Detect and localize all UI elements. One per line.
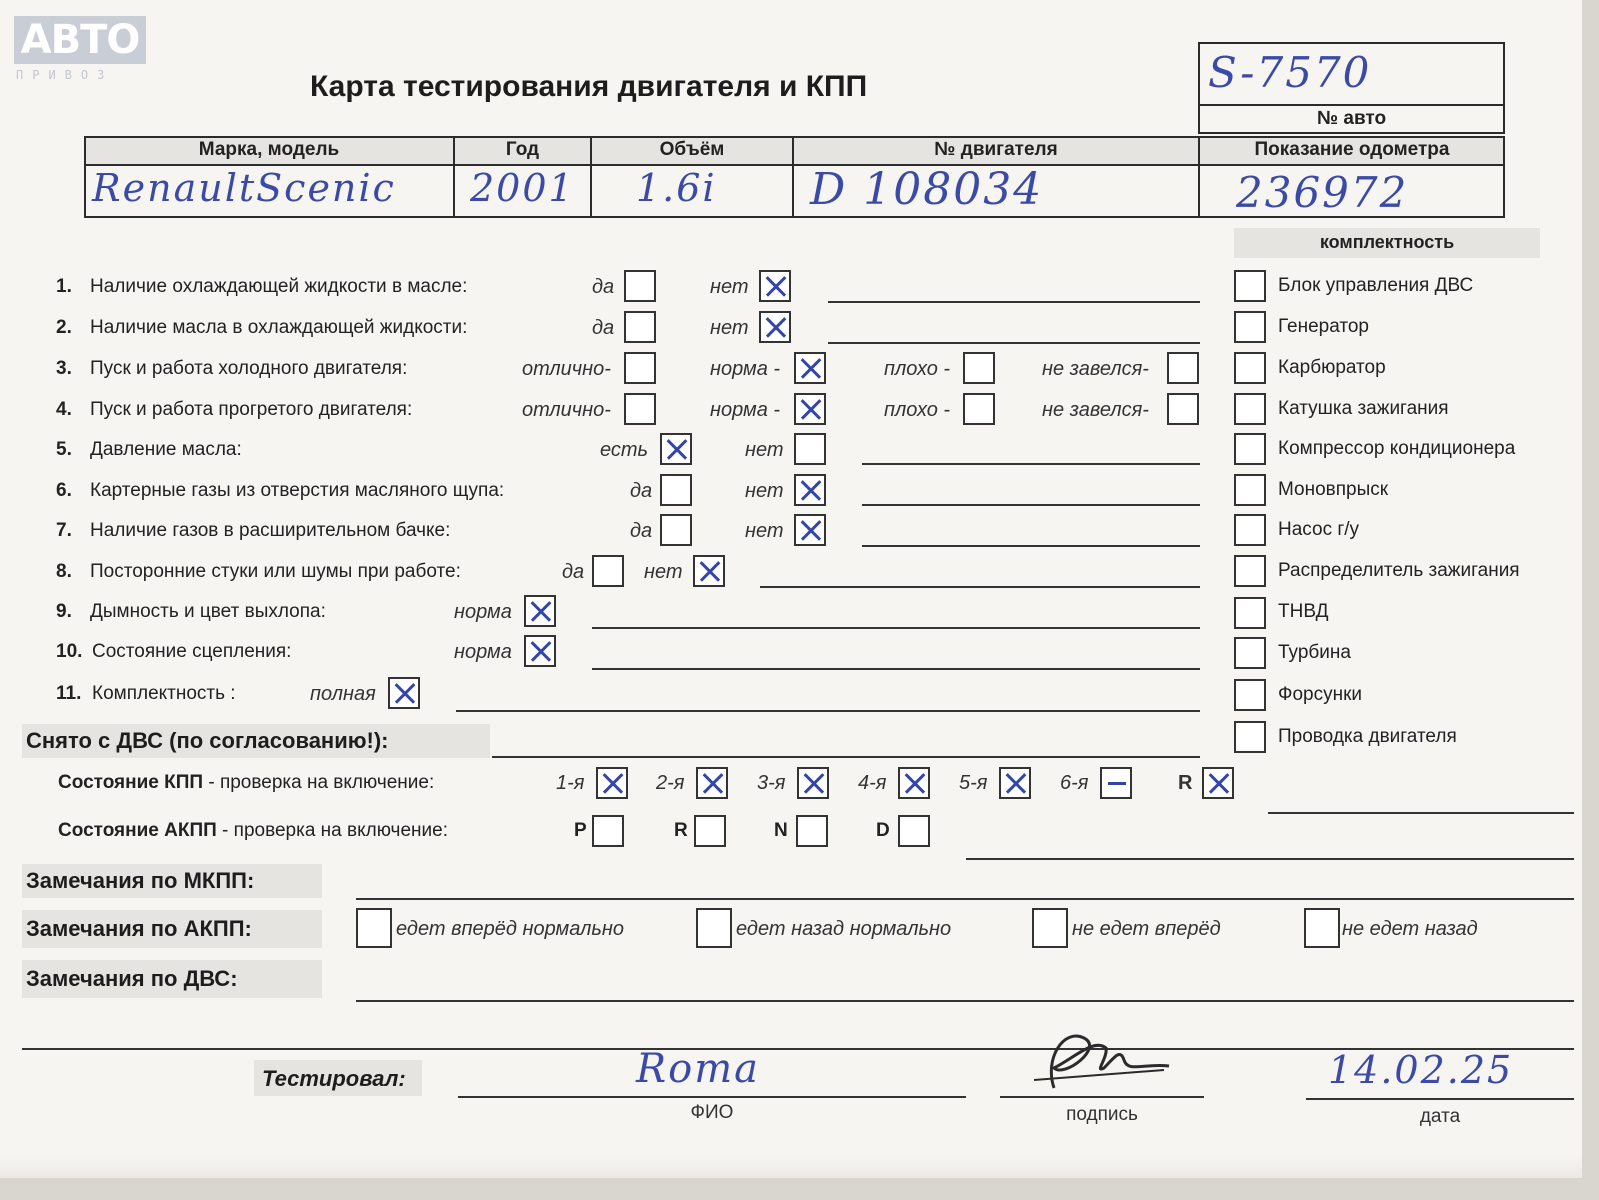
item-label: Наличие охлаждающей жидкости в масле:: [90, 276, 468, 297]
completeness-checkbox[interactable]: [1234, 393, 1266, 425]
item-number: 2.: [56, 317, 72, 338]
item-number: 5.: [56, 439, 72, 460]
gear-label: 3-я: [757, 772, 786, 794]
remark-line: [862, 504, 1200, 506]
option-label: нет: [710, 276, 749, 298]
car-number-divider: [1198, 104, 1505, 106]
col-brand-model: Марка, модель: [198, 139, 340, 160]
item-label: Пуск и работа холодного двигателя:: [90, 358, 408, 379]
volume-value: 1.6i: [636, 166, 717, 210]
auto-no-forward-checkbox[interactable]: [1032, 908, 1068, 948]
auto-n-checkbox[interactable]: [796, 815, 828, 847]
avtoprivoz-logo: [14, 16, 146, 64]
completeness-item: Катушка зажигания: [1278, 398, 1449, 419]
item-label: Комплектность :: [92, 683, 236, 704]
auto-gearbox-label: [58, 820, 448, 842]
remark-line: [828, 342, 1200, 344]
auto-option-label: не едет назад: [1342, 918, 1478, 940]
option-label: нет: [644, 561, 683, 583]
gear-3-checkbox[interactable]: [797, 767, 829, 799]
auto-no-reverse-checkbox[interactable]: [1304, 908, 1340, 948]
completeness-checkbox[interactable]: [1234, 270, 1266, 302]
engine-number-value: D 108034: [810, 164, 1044, 215]
manual-gearbox-label: [58, 772, 434, 794]
col-year: Год: [505, 139, 540, 160]
item8-no-checkbox[interactable]: [693, 555, 725, 587]
auto-gearbox-title: Состояние АКПП: [58, 820, 217, 841]
gear-6-checkbox[interactable]: [1100, 767, 1132, 799]
auto-r-checkbox[interactable]: [694, 815, 726, 847]
manual-gearbox-desc: - проверка на включение:: [203, 772, 435, 793]
date-caption: дата: [1419, 1106, 1461, 1127]
item4-bad-checkbox[interactable]: [963, 393, 995, 425]
item-number: 10.: [56, 641, 83, 662]
manual-remarks-label: Замечания по МКПП:: [26, 868, 255, 893]
item10-normal-checkbox[interactable]: [524, 635, 556, 667]
completeness-checkbox[interactable]: [1234, 555, 1266, 587]
auto-mode-label: R: [674, 820, 688, 841]
remark-line: [456, 710, 1200, 712]
card-title: Карта тестирования двигателя и КПП: [310, 70, 868, 103]
item3-normal-checkbox[interactable]: [794, 352, 826, 384]
remark-line: [862, 463, 1200, 465]
option-label: плохо -: [884, 399, 951, 421]
car-number-value: S-7570: [1208, 48, 1372, 97]
option-label: да: [592, 276, 615, 298]
item-label: Наличие масла в охлаждающей жидкости:: [90, 317, 468, 338]
gear-label: 4-я: [858, 772, 887, 794]
option-label: отлично-: [522, 358, 611, 380]
item3-nostart-checkbox[interactable]: [1167, 352, 1199, 384]
option-label: да: [592, 317, 615, 339]
gear-2-checkbox[interactable]: [696, 767, 728, 799]
completeness-header: комплектность: [1319, 232, 1455, 252]
date-line: [1306, 1098, 1574, 1100]
option-label: отлично-: [522, 399, 611, 421]
completeness-checkbox[interactable]: [1234, 433, 1266, 465]
item2-yes-checkbox[interactable]: [624, 311, 656, 343]
item7-yes-checkbox[interactable]: [660, 514, 692, 546]
option-label: плохо -: [884, 358, 951, 380]
removed-label: Снято с ДВС (по согласованию!):: [26, 728, 389, 753]
col-odometer: Показание одометра: [1254, 139, 1450, 160]
item-label: Пуск и работа прогретого двигателя:: [90, 399, 413, 420]
completeness-item: Проводка двигателя: [1278, 726, 1457, 747]
item-number: 6.: [56, 480, 72, 501]
item5-yes-checkbox[interactable]: [660, 433, 692, 465]
completeness-item: Насос г/у: [1278, 519, 1360, 540]
item9-normal-checkbox[interactable]: [524, 595, 556, 627]
item8-yes-checkbox[interactable]: [592, 555, 624, 587]
gear-label: 5-я: [959, 772, 988, 794]
item-number: 9.: [56, 601, 72, 622]
date-value: 14.02.25: [1328, 1048, 1514, 1092]
item-label: Давление масла:: [90, 439, 242, 460]
option-label: есть: [600, 439, 649, 461]
item4-normal-checkbox[interactable]: [794, 393, 826, 425]
name-line: [458, 1096, 966, 1098]
signature-image: [1024, 1018, 1176, 1098]
odometer-value: 236972: [1236, 168, 1409, 217]
remark-line: [592, 627, 1200, 629]
col-engine-number: № двигателя: [934, 139, 1058, 160]
item-number: 4.: [56, 399, 72, 420]
auto-option-label: едет вперёд нормально: [396, 918, 625, 940]
item-label: Посторонние стуки или шумы при работе:: [90, 561, 461, 582]
remark-line: [356, 1000, 1574, 1002]
item11-full-checkbox[interactable]: [388, 677, 420, 709]
option-label: да: [562, 561, 585, 583]
item4-excellent-checkbox[interactable]: [624, 393, 656, 425]
item-label: Наличие газов в расширительном бачке:: [90, 520, 451, 541]
remark-line: [492, 756, 1200, 758]
auto-d-checkbox[interactable]: [898, 815, 930, 847]
name-caption: ФИО: [690, 1102, 734, 1123]
signature-line: [1000, 1096, 1204, 1098]
item4-nostart-checkbox[interactable]: [1167, 393, 1199, 425]
item-number: 8.: [56, 561, 72, 582]
item2-no-checkbox[interactable]: [759, 311, 791, 343]
gear-label: 2-я: [656, 772, 685, 794]
completeness-item: Турбина: [1278, 642, 1351, 663]
completeness-checkbox[interactable]: [1234, 352, 1266, 384]
col-volume: Объём: [659, 139, 725, 160]
completeness-item: Карбюратор: [1278, 357, 1386, 378]
auto-forward-ok-checkbox[interactable]: [356, 908, 392, 948]
manual-gearbox-title: Состояние КПП: [58, 772, 204, 793]
logo-subtitle: ПРИВОЗ: [16, 68, 114, 82]
auto-p-checkbox[interactable]: [592, 815, 624, 847]
gear-r-checkbox[interactable]: [1202, 767, 1234, 799]
option-label: да: [630, 520, 653, 542]
remark-line: [966, 858, 1574, 860]
gear-label: R: [1178, 772, 1193, 794]
option-label: нет: [710, 317, 749, 339]
item-label: Картерные газы из отверстия масляного щупа:: [90, 480, 505, 501]
option-label: нет: [745, 439, 784, 461]
option-label: норма: [454, 641, 512, 663]
year-value: 2001: [470, 166, 575, 210]
option-label: да: [630, 480, 653, 502]
option-label: нет: [745, 480, 784, 502]
tested-by-label: Тестировал:: [262, 1066, 406, 1091]
remark-line: [1268, 812, 1574, 814]
gear-1-checkbox[interactable]: [596, 767, 628, 799]
car-number-label: № авто: [1316, 108, 1387, 129]
option-label: норма -: [710, 358, 781, 380]
item-label: Дымность и цвет выхлопа:: [90, 601, 326, 622]
logo-text: АВТО: [20, 17, 140, 63]
item1-yes-checkbox[interactable]: [624, 270, 656, 302]
gear-label: 1-я: [556, 772, 585, 794]
remark-line: [760, 586, 1200, 588]
option-label: нет: [745, 520, 784, 542]
tester-name-value: Roma: [636, 1046, 760, 1092]
option-label: полная: [310, 683, 376, 705]
item3-bad-checkbox[interactable]: [963, 352, 995, 384]
completeness-item: Распределитель зажигания: [1278, 560, 1520, 581]
completeness-checkbox[interactable]: [1234, 514, 1266, 546]
completeness-checkbox[interactable]: [1234, 474, 1266, 506]
item-number: 7.: [56, 520, 72, 541]
auto-remarks-label: Замечания по АКПП:: [26, 916, 252, 941]
item-number: 3.: [56, 358, 72, 379]
item-number: 1.: [56, 276, 72, 297]
item-number: 11.: [56, 683, 82, 704]
gear-4-checkbox[interactable]: [898, 767, 930, 799]
remark-line: [862, 545, 1200, 547]
completeness-checkbox[interactable]: [1234, 679, 1266, 711]
item7-no-checkbox[interactable]: [794, 514, 826, 546]
item5-no-checkbox[interactable]: [794, 433, 826, 465]
completeness-item: Моновпрыск: [1278, 479, 1389, 500]
completeness-item: Блок управления ДВС: [1278, 275, 1474, 296]
auto-mode-label: P: [574, 820, 587, 841]
completeness-item: Генератор: [1278, 316, 1369, 337]
option-label: не завелся-: [1042, 399, 1149, 421]
auto-reverse-ok-checkbox[interactable]: [696, 908, 732, 948]
option-label: не завелся-: [1042, 358, 1149, 380]
completeness-item: Форсунки: [1278, 684, 1362, 705]
completeness-checkbox[interactable]: [1234, 311, 1266, 343]
auto-option-label: не едет вперёд: [1072, 918, 1221, 940]
engine-remarks-label: Замечания по ДВС:: [26, 966, 238, 991]
item3-excellent-checkbox[interactable]: [624, 352, 656, 384]
option-label: норма -: [710, 399, 781, 421]
gear-label: 6-я: [1060, 772, 1089, 794]
signature-caption: подпись: [1066, 1104, 1138, 1125]
auto-option-label: едет назад нормально: [736, 918, 952, 940]
brand-model-value: RenaultScenic: [92, 166, 396, 210]
item1-no-checkbox[interactable]: [759, 270, 791, 302]
option-label: норма: [454, 601, 512, 623]
gear-5-checkbox[interactable]: [999, 767, 1031, 799]
auto-mode-label: D: [876, 820, 890, 841]
completeness-checkbox[interactable]: [1234, 721, 1266, 753]
item6-yes-checkbox[interactable]: [660, 474, 692, 506]
completeness-checkbox[interactable]: [1234, 637, 1266, 669]
remark-line: [592, 668, 1200, 670]
auto-gearbox-desc: - проверка на включение:: [216, 820, 448, 841]
item6-no-checkbox[interactable]: [794, 474, 826, 506]
auto-mode-label: N: [774, 820, 788, 841]
completeness-checkbox[interactable]: [1234, 597, 1266, 629]
completeness-item: ТНВД: [1278, 601, 1329, 622]
remark-line: [356, 898, 1574, 900]
remark-line: [828, 301, 1200, 303]
item-label: Состояние сцепления:: [92, 641, 292, 662]
completeness-item: Компрессор кондиционера: [1278, 438, 1516, 459]
